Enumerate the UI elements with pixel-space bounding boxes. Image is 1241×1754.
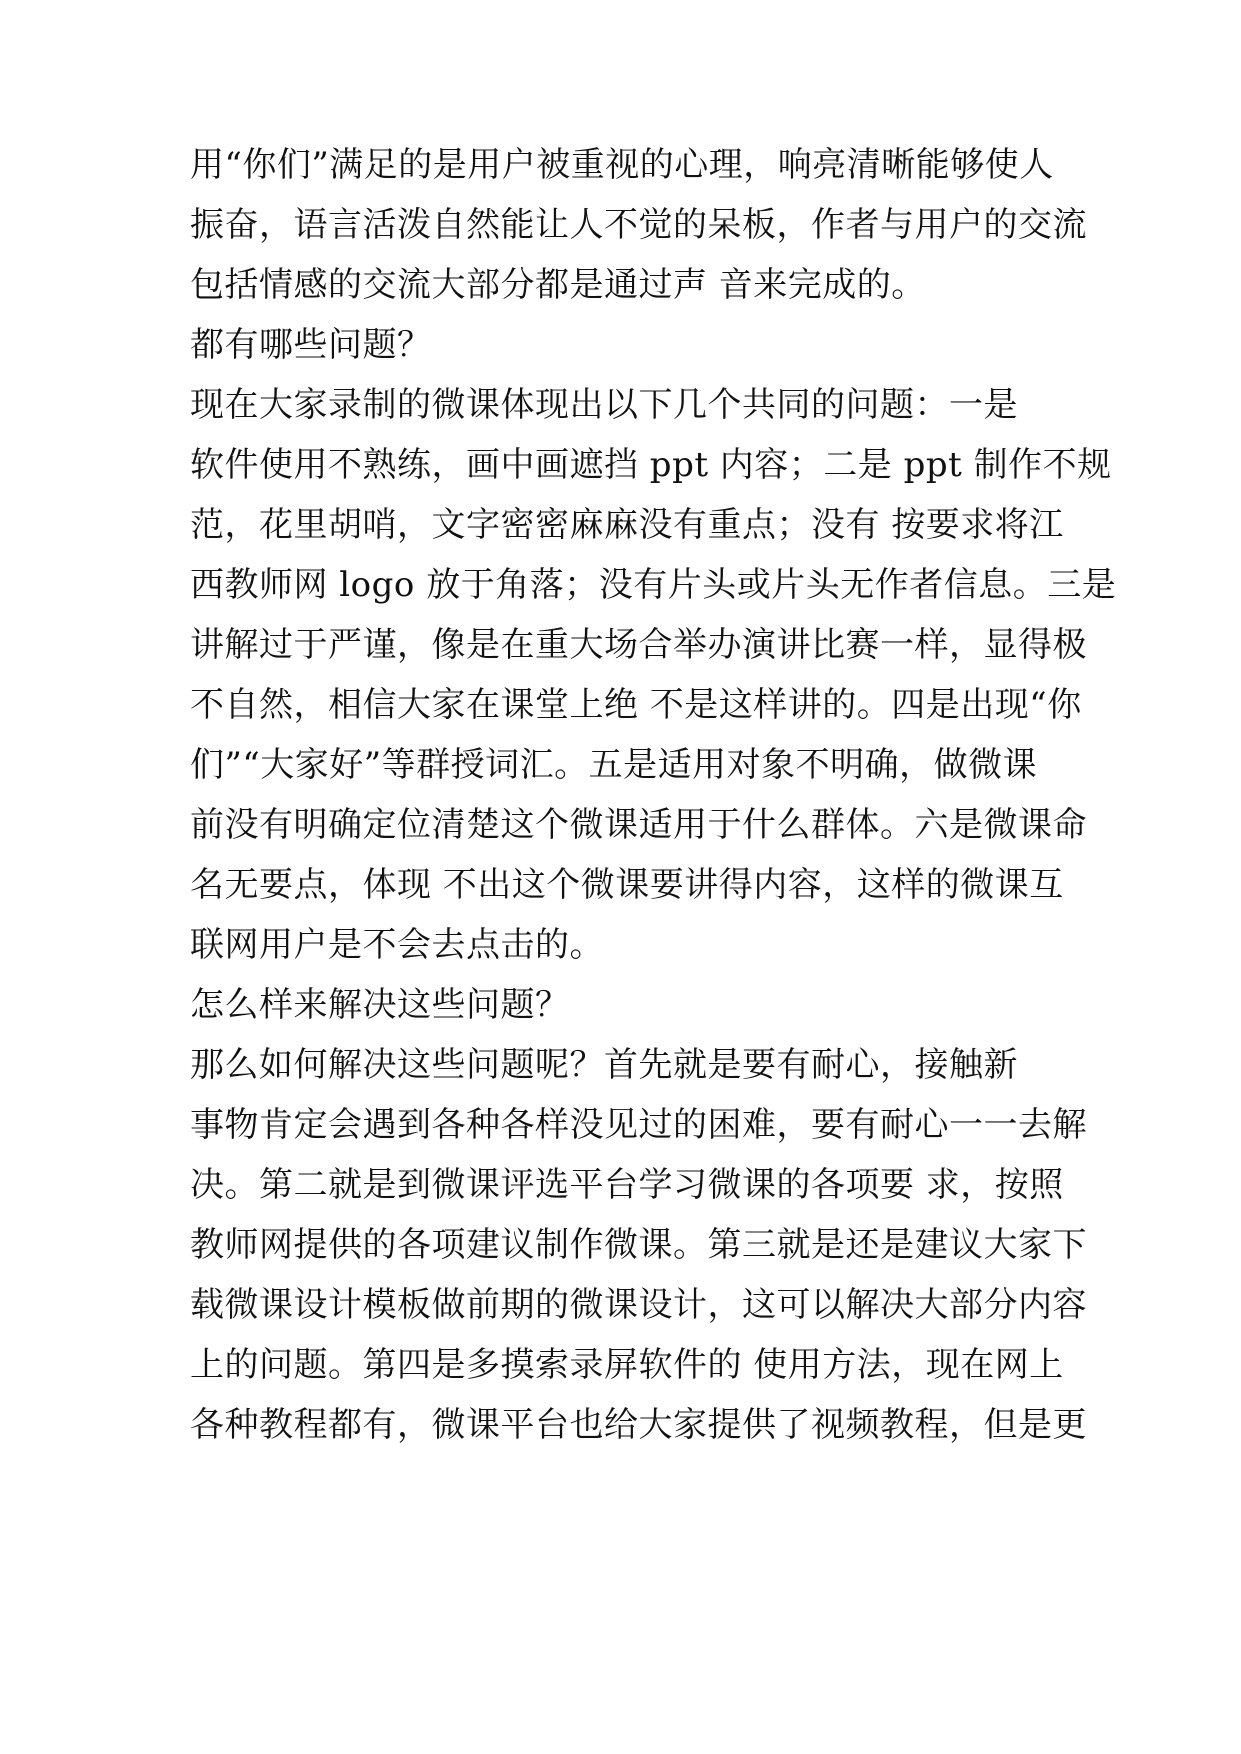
- text-line: 教师网提供的各项建议制作微课。第三就是还是建议大家下: [190, 1225, 1087, 1265]
- text-line: 西教师网 logo 放于角落；没有片头或片头无作者信息。三是: [190, 565, 1117, 605]
- text-line: 范，花里胡哨，文字密密麻麻没有重点；没有 按要求将江: [190, 505, 1064, 545]
- text-line: 软件使用不熟练，画中画遮挡 ppt 内容；二是 ppt 制作不规: [190, 445, 1112, 485]
- paragraph-start: 现在大家录制的微课体现出以下几个共同的问题：一是: [190, 385, 1018, 425]
- text-line: 载微课设计模板做前期的微课设计，这可以解决大部分内容: [190, 1285, 1087, 1325]
- text-line: 联网用户是不会去点击的。: [190, 925, 604, 965]
- text-line: 事物肯定会遇到各种各样没见过的困难，要有耐心一一去解: [190, 1105, 1087, 1145]
- text-line: 用“你们”满足的是用户被重视的心理，响亮清晰能够使人: [190, 145, 1054, 185]
- text-line: 们”“大家好”等群授词汇。五是适用对象不明确，做微课: [190, 745, 1038, 785]
- paragraph-start: 那么如何解决这些问题呢？首先就是要有耐心，接触新: [190, 1045, 1018, 1085]
- text-line: 名无要点，体现 不出这个微课要讲得内容，这样的微课互: [190, 865, 1064, 905]
- text-line: 讲解过于严谨，像是在重大场合举办演讲比赛一样，显得极: [190, 625, 1087, 665]
- text-line: 振奋，语言活泼自然能让人不觉的呆板，作者与用户的交流: [190, 205, 1087, 245]
- text-line: 前没有明确定位清楚这个微课适用于什么群体。六是微课命: [190, 805, 1087, 845]
- text-line: 决。第二就是到微课评选平台学习微课的各项要 求，按照: [190, 1165, 1064, 1205]
- text-line: 上的问题。第四是多摸索录屏软件的 使用方法，现在网上: [190, 1345, 1064, 1385]
- section-heading: 都有哪些问题？: [190, 325, 432, 365]
- text-line: 包括情感的交流大部分都是通过声 音来完成的。: [190, 265, 926, 305]
- section-heading: 怎么样来解决这些问题？: [190, 985, 570, 1025]
- text-line: 不自然，相信大家在课堂上绝 不是这样讲的。四是出现“你: [190, 685, 1082, 725]
- text-line: 各种教程都有，微课平台也给大家提供了视频教程，但是更: [190, 1405, 1087, 1445]
